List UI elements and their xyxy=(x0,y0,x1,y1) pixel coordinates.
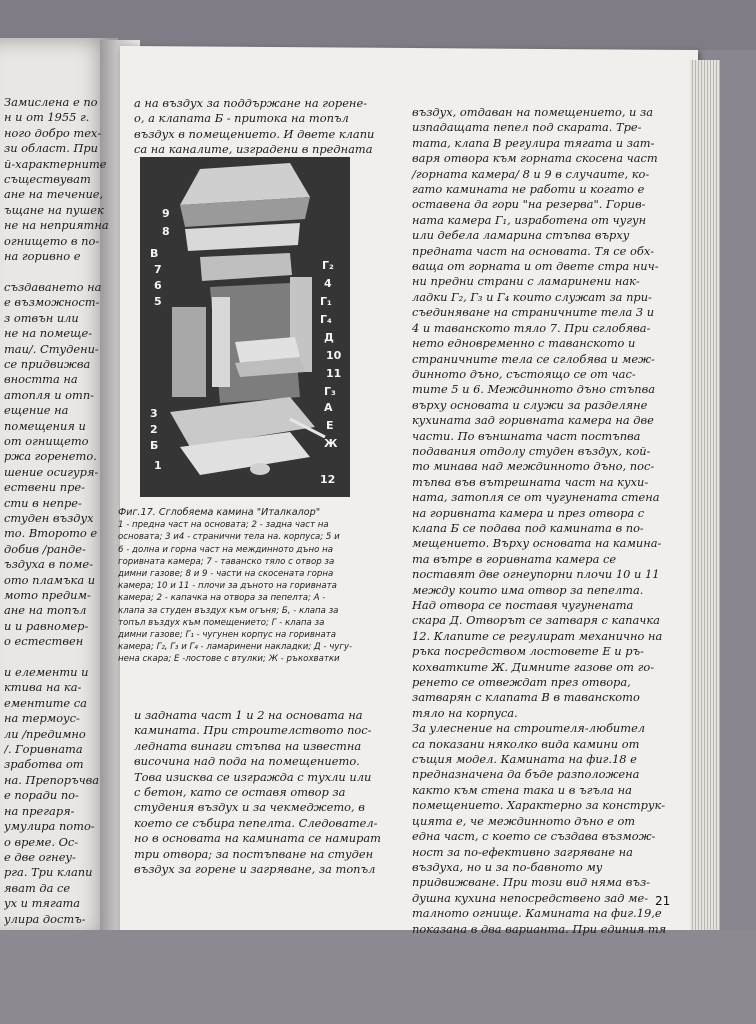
right-page-column1-bottom xyxy=(134,708,384,877)
text-line: шение осигуря- xyxy=(4,464,99,479)
text-line: камината. При строителството пос- xyxy=(134,723,372,738)
figure-label: 9 xyxy=(162,207,170,220)
text-line: не на помеще- xyxy=(4,326,93,341)
text-line: три отвора; за постъпване на студен xyxy=(134,846,374,861)
text-line: о, а клапата Б - притока на топъл xyxy=(134,111,349,126)
figure-caption xyxy=(118,507,388,666)
text-line: ни предни страни с ламаринени нак- xyxy=(412,274,640,289)
text-line: подавания отдолу студен въздух, кой- xyxy=(412,443,651,458)
text-line: на. Препоръчва xyxy=(4,772,100,787)
figure-label: А xyxy=(324,401,333,414)
text-line: мещението. Върху основата на камина- xyxy=(412,536,662,551)
text-line: студен въздух xyxy=(4,510,94,525)
text-line: са на каналите, изградени в предната xyxy=(134,142,373,157)
text-line: затварян с клапата В в таванското xyxy=(412,690,640,705)
text-line: на горивната камера и през отвора с xyxy=(412,505,645,520)
text-line: ръка посредством лостовете Е и ръ- xyxy=(412,644,644,659)
figure-label: Г₁ xyxy=(320,295,332,308)
figure-label: 3 xyxy=(150,407,158,420)
text-line: 12. Клапите се регулират механично на xyxy=(412,628,663,643)
caption-title: Фиг.17. Сглобяема камина "Италкалор" xyxy=(118,507,321,518)
text-line: ествени пре- xyxy=(4,480,85,495)
figure-label: 2 xyxy=(150,423,158,436)
text-line: една част, с което се създава възмож- xyxy=(412,829,656,844)
text-line: оставена да гори "на резерва". Горив- xyxy=(412,197,646,212)
caption-line: основата; 3 и4 - странични тела на. корпуса; 5 и xyxy=(118,532,340,543)
text-line: душна кухина непосредствено зад ме- xyxy=(412,890,649,905)
text-line: /горната камера/ 8 и 9 в случаите, ко- xyxy=(412,166,650,181)
text-line: вността на xyxy=(4,372,78,387)
figure-label: Е xyxy=(326,419,334,432)
figure-label: 12 xyxy=(320,473,336,486)
text-line: ваща от горната и от двете стра нич- xyxy=(412,259,659,274)
text-line: ух и тягата xyxy=(4,896,81,911)
text-line: ната камера Г₁, изработена от чугун xyxy=(412,212,647,227)
text-line: съществуват xyxy=(4,172,91,187)
text-line: Това изисква се изгражда с тухли или xyxy=(134,769,372,784)
text-line: с бетон, като се оставя отвор за xyxy=(134,785,346,800)
text-line: динното дъно, състоящо се от час- xyxy=(412,366,636,381)
text-line: въздух, отдаван на помещението, и за xyxy=(412,105,654,119)
text-line: ане на топъл xyxy=(4,603,87,618)
text-line: й-характерните xyxy=(4,156,107,171)
text-line: ного добро тех- xyxy=(4,125,102,140)
text-line: За улеснение на строителя-любител xyxy=(412,721,646,736)
figure-label: В xyxy=(150,247,159,260)
figure-label: 5 xyxy=(154,295,162,308)
text-line: части. По външната част постъпва xyxy=(412,428,641,443)
caption-line: камера; 10 и 11 - плочи за дъното на горивната xyxy=(118,581,337,592)
text-line: гато камината не работи и когато е xyxy=(412,182,645,197)
text-line: варя отвора към горната скосена част xyxy=(412,151,658,166)
text-line: показана в два варианта. При единия тя xyxy=(412,921,667,936)
text-line: и задната част 1 и 2 на основата на xyxy=(134,708,363,722)
caption-line: камера; Г₂, Г₃ и Г₄ - ламаринени накладки; Д - чугу- xyxy=(118,642,353,653)
left-page-text xyxy=(4,95,112,927)
text-line: /. Горивната xyxy=(4,742,83,757)
text-line: тите 5 и 6. Междинното дъно стъпва xyxy=(412,382,655,397)
text-line xyxy=(4,650,112,665)
text-line: клапа Б се подава под камината в по- xyxy=(412,520,644,535)
text-line: Замислена е по xyxy=(4,95,98,109)
page-number: 21 xyxy=(655,894,671,908)
text-line: ренето се отвеждат през отвора, xyxy=(412,675,631,690)
text-line: огнището в по- xyxy=(4,233,100,248)
text-line: същия модел. Камината на фиг.18 е xyxy=(412,752,637,767)
text-line: е две огнеу- xyxy=(4,849,76,864)
text-line: както към стена така и в ъгъла на xyxy=(412,782,632,797)
text-line: ли /предимно xyxy=(4,726,86,741)
text-line: и елементи и xyxy=(4,665,89,680)
text-line: сти в непре- xyxy=(4,495,82,510)
text-line: ната, затопля се от чугунената стена xyxy=(412,490,660,505)
text-line: въздуха, но и за по-бавното му xyxy=(412,859,603,874)
caption-line: 1 - предна част на основата; 2 - задна част на xyxy=(118,520,329,531)
figure-label: 11 xyxy=(326,367,342,380)
text-line: кухината зад горивната камера на две xyxy=(412,413,654,428)
text-line: изпадащата пепел под скарата. Тре- xyxy=(412,120,642,135)
text-line: или дебела ламарина стъпва върху xyxy=(412,228,630,243)
text-line: съединяване на страничните тела 3 и xyxy=(412,305,655,320)
text-line: цията е, че междинното дъно е от xyxy=(412,813,636,828)
text-line: ъздуха в поме- xyxy=(4,557,93,572)
caption-line: 6 - долна и горна част на междинното дъно на xyxy=(118,544,333,555)
text-line: тата, клапа В регулира тягата и зат- xyxy=(412,135,655,150)
figure-label: Г₃ xyxy=(324,385,336,398)
text-line: кохватките Ж. Димните газове от го- xyxy=(412,659,655,674)
text-line: та вътре в горивната камера се xyxy=(412,551,617,566)
text-line xyxy=(4,264,112,279)
figure-label: 7 xyxy=(154,263,162,276)
text-line: ещение на xyxy=(4,403,69,418)
text-line: от огнището xyxy=(4,433,89,448)
text-line: яват да се xyxy=(4,880,71,895)
text-line: ктива на ка- xyxy=(4,680,82,695)
caption-line: димни газове; 8 и 9 - части на скосената горна xyxy=(118,569,334,580)
text-line: атопля и отп- xyxy=(4,387,95,402)
text-line: на термоус- xyxy=(4,711,80,726)
caption-line: нена скара; Е -лостове с втулки; Ж - ръкохватки xyxy=(118,654,340,665)
page-edges xyxy=(690,60,720,940)
text-line: ржа горенето. xyxy=(4,449,97,464)
text-line: върху основата и служи за разделяне xyxy=(412,397,648,412)
text-line: е възможност- xyxy=(4,295,100,310)
text-line: о естествен xyxy=(4,634,84,649)
right-page-column1-top xyxy=(134,96,384,158)
text-line: ементите са xyxy=(4,695,87,710)
text-line: въздух за горене и загряване, за топъл xyxy=(134,862,376,877)
text-line: то. Второто е xyxy=(4,526,98,541)
text-line: а на въздух за поддържане на горене- xyxy=(134,96,368,110)
text-line: mau/. Студени- xyxy=(4,341,99,356)
text-line: помещения и xyxy=(4,418,86,433)
figure-label: Д xyxy=(324,331,334,344)
text-line: студения въздух и за чекмеджето, в xyxy=(134,800,365,815)
text-line: ане на течение, xyxy=(4,187,104,202)
text-line: предназначена да бъде разположена xyxy=(412,767,640,782)
text-line: умулира пото- xyxy=(4,819,95,834)
text-line: придвижване. При този вид няма въз- xyxy=(412,875,651,890)
text-line: въздух в помещението. И двете клапи xyxy=(134,126,375,141)
text-line: създаването на xyxy=(4,279,102,294)
caption-line: клапа за студен въздух към огъня; Б, - клапа за xyxy=(118,605,339,616)
text-line: на прегаря- xyxy=(4,803,75,818)
text-line: и и равномер- xyxy=(4,618,89,633)
part-12 xyxy=(250,463,270,475)
text-line: Над отвора се поставя чугунената xyxy=(412,598,634,612)
text-line: но в основата на камината се намират xyxy=(134,831,381,846)
right-page-column2 xyxy=(412,105,692,937)
text-line: което се събира пепелта. Следовател- xyxy=(134,815,378,830)
text-line: ност за по-ефективно загряване на xyxy=(412,844,633,859)
text-line: височина над пода на помещението. xyxy=(134,754,360,769)
text-line: мото предим- xyxy=(4,588,91,602)
part-6 xyxy=(212,297,230,387)
figure-label: Б xyxy=(150,439,159,452)
text-line: са показани няколко вида камини от xyxy=(412,736,640,751)
text-line: скара Д. Отворът се затваря с капачка xyxy=(412,613,660,628)
figure-label: 4 xyxy=(324,277,332,290)
text-line: талното огнище. Камината на фиг.19,е xyxy=(412,906,662,921)
figure-label: Г₄ xyxy=(320,313,332,326)
text-line: на горивно е xyxy=(4,249,81,264)
figure-label: 6 xyxy=(154,279,162,292)
text-line: нето едновременно с таванското и xyxy=(412,336,636,351)
text-line: е поради по- xyxy=(4,788,79,803)
text-line: ладки Г₂, Г₃ и Г₄ които служат за при- xyxy=(412,289,652,304)
text-line: не на неприятна xyxy=(4,218,109,233)
text-line: зработва от xyxy=(4,757,84,772)
text-line: тяло на корпуса. xyxy=(412,705,518,720)
text-line: се придвижва xyxy=(4,356,91,371)
text-line: добив /ранде- xyxy=(4,541,86,556)
text-line: помещението. Характерно за конструк- xyxy=(412,798,666,813)
text-line: ледната винаги стъпва на известна xyxy=(134,738,362,753)
text-line: предната част на основата. Тя се обх- xyxy=(412,243,655,258)
figure-label: 1 xyxy=(154,459,162,472)
text-line: 4 и таванското тяло 7. При сглобява- xyxy=(412,320,651,335)
text-line: ъщане на пушек xyxy=(4,202,104,217)
text-line: тъпва във вътрешната част на кухи- xyxy=(412,474,649,489)
text-line: зи област. При xyxy=(4,141,99,156)
text-line: ото пламъка и xyxy=(4,572,96,587)
figure-label: Ж xyxy=(324,437,338,450)
caption-line: топъл въздух към помещението; Г - клапа за xyxy=(118,617,325,628)
figure-label: 10 xyxy=(326,349,342,362)
text-line: з отвън или xyxy=(4,310,79,325)
caption-line: димни газове; Г₁ - чугунен корпус на горивната xyxy=(118,630,337,641)
text-line: страничните тела се сглобява и меж- xyxy=(412,351,655,366)
text-line: поставят две огнеупорни плочи 10 и 11 xyxy=(412,567,660,582)
text-line: то минава над междинното дъно, пос- xyxy=(412,459,655,474)
text-line: о време. Ос- xyxy=(4,834,79,849)
text-line: рга. Три клапи xyxy=(4,865,93,880)
figure-label: 8 xyxy=(162,225,170,238)
text-line: улира достъ- xyxy=(4,911,86,926)
fireplace-exploded-drawing xyxy=(140,157,350,497)
scan-background-bottom xyxy=(0,930,756,1024)
figure-label: Г₂ xyxy=(322,259,334,272)
part-3 xyxy=(172,307,206,397)
text-line: между които има отвор за пепелта. xyxy=(412,582,644,597)
caption-line: камера; 2 - капачка на отвора за пепелта; А - xyxy=(118,593,326,604)
figure-17-illustration xyxy=(140,157,350,497)
caption-line: горивната камера; 7 - таванско тяло с отвор за xyxy=(118,556,335,567)
text-line: н и от 1955 г. xyxy=(4,110,90,125)
